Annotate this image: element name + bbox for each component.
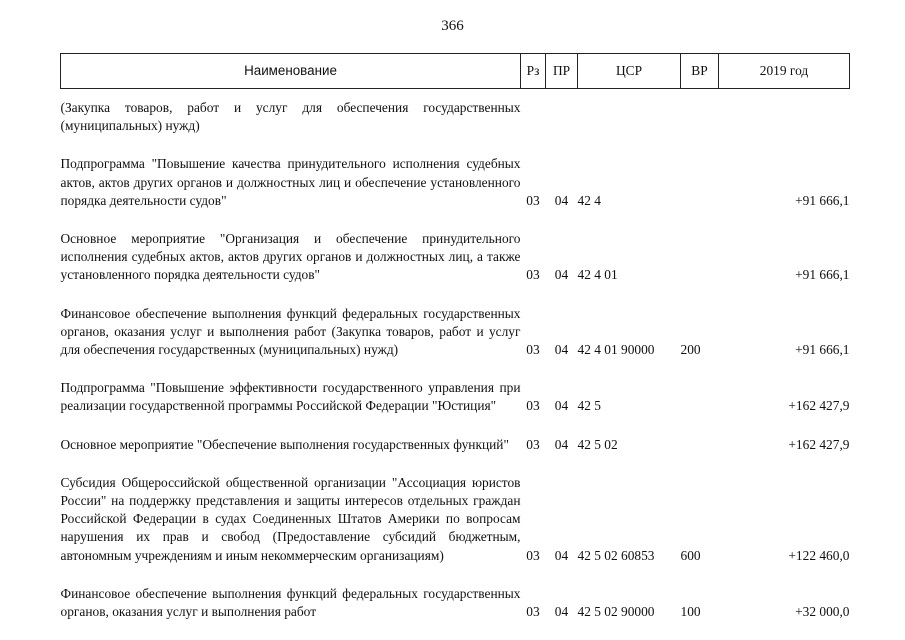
row-name: (Закупка товаров, работ и услуг для обеспечения государственных (муниципальных) нужд)	[60, 100, 521, 134]
header-pr: ПР	[546, 54, 578, 89]
row-pr: 04	[554, 192, 569, 208]
table-row	[61, 230, 850, 285]
row-csr: 42 5 02 60853	[577, 547, 655, 563]
row-amount	[719, 99, 850, 135]
header-year: 2019 год	[719, 54, 850, 89]
row-pr	[546, 99, 578, 135]
row-csr: 42 5 02	[577, 436, 618, 452]
row-pr: 04	[554, 436, 569, 452]
table-row	[61, 474, 850, 565]
row-name: Субсидия Общероссийской общественной организации "Ассоциация юристов России" на поддержку представления и защиты интересов отдельных граждан Российской Федерации в судах Соединенных Штатов Америки по вопросам нарушения их прав и свобод (Предоставление субсидий бюджетным, автономным учреждениям и иным некоммерческим организациям)	[60, 474, 521, 563]
row-amount: +162 427,9	[788, 436, 850, 452]
row-name: Финансовое обеспечение выполнения функций федеральных государственных органов, оказания услуг и выполнения работ (Закупка товаров, работ и услуг для обеспечения государственных (муниципальных) нужд)	[60, 305, 521, 358]
row-rz: 03	[526, 604, 540, 620]
row-amount: +91 666,1	[795, 192, 850, 208]
row-amount: +91 666,1	[795, 267, 850, 283]
row-pr: 04	[554, 604, 569, 620]
table-row	[61, 155, 850, 210]
row-vr: 100	[680, 604, 701, 620]
row-vr	[681, 379, 719, 415]
row-rz: 03	[526, 547, 540, 563]
row-csr: 42 4 01	[577, 267, 618, 283]
row-vr	[681, 99, 719, 135]
table-row	[61, 99, 850, 135]
row-rz: 03	[526, 192, 540, 208]
row-amount: +162 427,9	[788, 398, 850, 414]
row-pr: 04	[554, 398, 569, 414]
row-pr: 04	[554, 547, 569, 563]
header-rz: Рз	[521, 54, 546, 89]
row-name: Финансовое обеспечение выполнения функций федеральных государственных органов, оказания услуг и выполнения работ	[60, 585, 521, 620]
row-name: Основное мероприятие "Организация и обеспечение принудительного исполнения судебных актов, актов других органов и должностных лиц, а также установленного порядка деятельности судов"	[60, 231, 521, 283]
row-rz: 03	[526, 436, 540, 452]
row-rz: 03	[526, 398, 540, 414]
row-csr: 42 4	[577, 192, 601, 208]
header-name: Наименование	[61, 54, 521, 89]
table-row	[61, 436, 850, 454]
table-header-row	[61, 54, 850, 89]
row-name: Основное мероприятие "Обеспечение выполнения государственных функций"	[60, 436, 509, 452]
page-number: 366	[441, 18, 464, 34]
row-amount: +32 000,0	[795, 604, 850, 620]
table-row	[61, 305, 850, 360]
row-amount: +91 666,1	[795, 342, 850, 358]
row-csr	[578, 99, 681, 135]
budget-table	[60, 53, 850, 621]
row-pr: 04	[554, 342, 569, 358]
row-amount: +122 460,0	[788, 547, 850, 563]
row-csr: 42 5	[577, 398, 601, 414]
row-rz	[521, 99, 546, 135]
row-rz: 03	[526, 342, 540, 358]
row-vr	[681, 436, 719, 454]
row-csr: 42 4 01 90000	[577, 342, 655, 358]
row-name: Подпрограмма "Повышение качества принудительного исполнения судебных актов, актов других органов и должностных лиц и обеспечение установленного порядка деятельности судов"	[60, 156, 521, 208]
table-row	[61, 379, 850, 415]
row-csr: 42 5 02 90000	[577, 604, 655, 620]
row-rz: 03	[526, 267, 540, 283]
row-vr	[681, 155, 719, 210]
header-csr: ЦСР	[578, 54, 681, 89]
header-vr: ВР	[681, 54, 719, 89]
row-vr	[681, 230, 719, 285]
row-pr: 04	[554, 267, 569, 283]
table-row	[61, 585, 850, 621]
row-name: Подпрограмма "Повышение эффективности государственного управления при реализации государственной программы Российской Федерации "Юстиция"	[60, 380, 521, 414]
row-vr: 600	[680, 547, 701, 563]
row-vr: 200	[680, 342, 701, 358]
